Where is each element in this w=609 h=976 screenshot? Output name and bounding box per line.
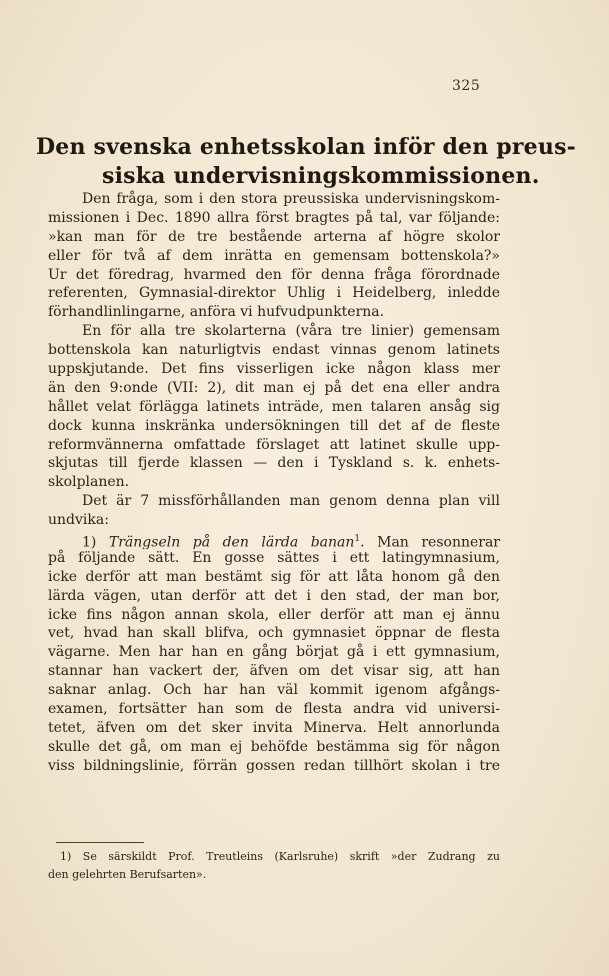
body-line: vet, hvad han skall blifva, och gymnasiet öppnar de flesta: [48, 625, 500, 642]
body-line: på följande sätt. En gosse sättes i ett latingymnasium,: [48, 549, 500, 566]
body-line: viss bildningslinie, förrän gossen redan tillhört skolan i tre: [48, 757, 500, 774]
body-line: undvika:: [48, 512, 109, 529]
body-line: skolplanen.: [48, 474, 130, 491]
body-line: examen, fortsätter han som de flesta andra vid universi-: [48, 701, 500, 718]
body-line: än den 9:onde (VII: 2), dit man ej på det ena eller andra: [48, 379, 500, 396]
body-line: bottenskola kan naturligtvis endast vinnas genom latinets: [48, 342, 500, 359]
body-line: Ur det föredrag, hvarmed den för denna fråga förordnade: [48, 266, 500, 283]
body-line: lärda vägen, utan derför att det i den stad, der man bor,: [48, 587, 500, 604]
italic-heading: Trängseln på den lärda banan: [108, 534, 355, 549]
footnote-rule: [56, 842, 144, 843]
body-line: [48, 530, 500, 549]
body-line: skjutas till fjerde klassen — den i Tyskland s. k. enhets-: [48, 455, 500, 472]
title-line-1: Den svenska enhetsskolan inför den preus-: [36, 134, 576, 160]
body-line: stannar han vackert der, äfven om det visar sig, att han: [48, 663, 500, 680]
footnote-line-2: den gelehrten Berufsarten».: [48, 868, 207, 881]
body-line: »kan man för de tre bestående arterna af högre skolor: [48, 228, 500, 245]
footnote-line-1: 1) Se särskildt Prof. Treutleins (Karlsruhe) skrift »der Zudrang zu: [60, 850, 500, 863]
page-number: 325: [452, 78, 481, 94]
body-line: saknar anlag. Och har han väl kommit igenom afgångs-: [48, 682, 500, 699]
footnote-marker: 1: [354, 534, 361, 545]
body-line: En för alla tre skolarterna (våra tre linier) gemensam: [82, 323, 500, 340]
body-line: hållet velat förlägga latinets inträde, men talaren ansåg sig: [48, 398, 500, 415]
footnote-ref-number: 1): [82, 534, 109, 549]
body-line: icke derför att man bestämt sig för att låta honom gå den: [48, 568, 500, 585]
body-line: dock kunna inskränka undersökningen till det af de fleste: [48, 417, 500, 434]
article-title: [36, 133, 576, 191]
title-line-2: siska undervisningskommissionen.: [102, 163, 540, 189]
article-body: [48, 190, 500, 776]
body-line: referenten, Gymnasial-direktor Uhlig i Heidelberg, inledde: [48, 285, 500, 302]
body-line: vägarne. Men har han en gång börjat gå i ett gymnasium,: [48, 644, 500, 661]
body-line: uppskjutande. Det fins visserligen icke någon klass mer: [48, 361, 500, 378]
body-line: Det är 7 missförhållanden man genom denna plan vill: [82, 493, 500, 510]
body-line: eller för två af dem inrätta en gemensam bottenskola?»: [48, 247, 500, 264]
body-line: missionen i Dec. 1890 allra först bragtes på tal, var följande:: [48, 209, 500, 226]
body-line: icke fins någon annan skola, eller derför att man ej ännu: [48, 606, 500, 623]
body-line: förhandlinlingarne, anföra vi hufvudpunkterna.: [48, 304, 385, 321]
body-line: Den fråga, som i den stora preussiska undervisningskom-: [82, 191, 500, 207]
body-line: tetet, äfven om det sker invita Minerva. Helt annorlunda: [48, 719, 500, 736]
body-line: skulle det gå, om man ej behöfde bestämma sig för någon: [48, 738, 500, 755]
body-line: reformvännerna omfattade förslaget att latinet skulle upp-: [48, 436, 500, 453]
footnote: [48, 848, 500, 884]
body-line-rest: . Man resonnerar: [360, 534, 500, 549]
